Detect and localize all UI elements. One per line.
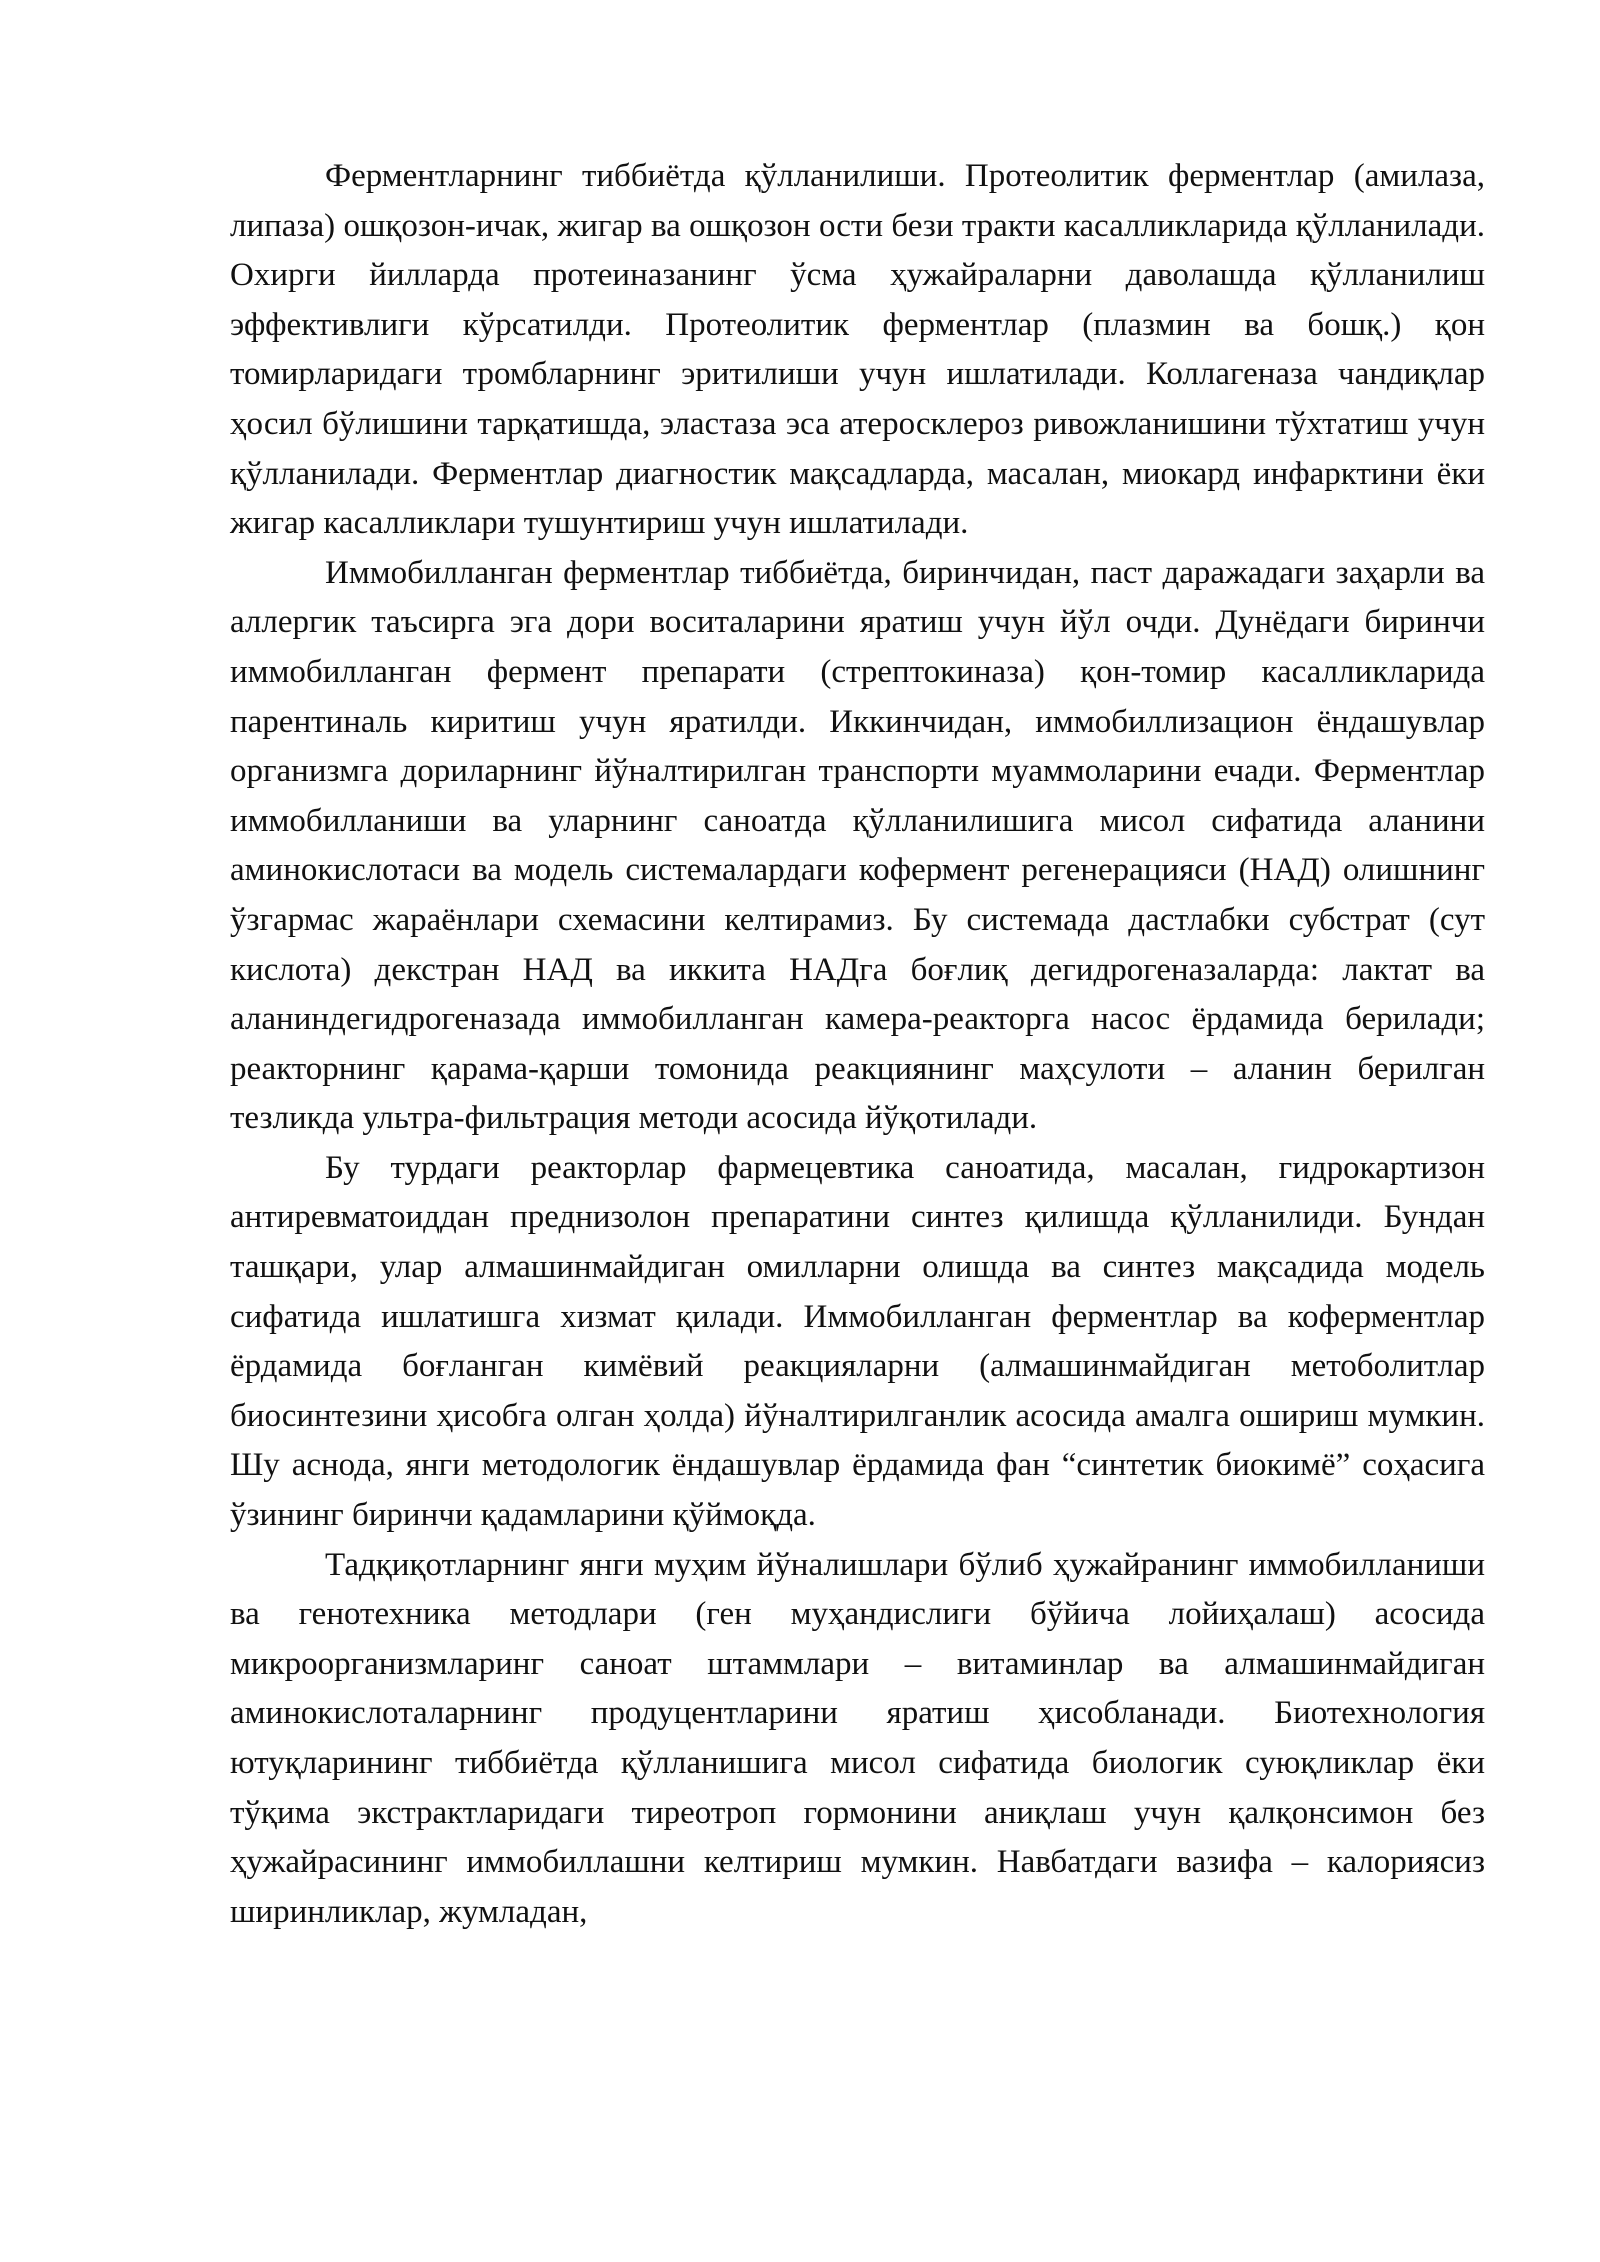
paragraph-1: Ферментларнинг тиббиётда қўлланилиши. Протеолитик ферментлар (амилаза, липаза) ошқозон-ичак, жигар ва ошқозон ости бези тракти касалликларида қўлланилади. Охирги йилларда протеиназанинг ўсма ҳужайраларни даволашда қўлланилиш эффективлиги кўрсатилди. Протеолитик ферментлар (плазмин ва бошқ.) қон томирларидаги тромбларнинг эритилиши учун ишлатилади. Коллагеназа чандиқлар ҳосил бўлишини тарқатишда, эластаза эса атеросклероз ривожланишини тўхтатиш учун қўлланилади. Ферментлар диагностик мақсадларда, масалан, миокард инфарктини ёки жигар касалликлари тушунтириш учун ишлатилади. [230,158,1485,542]
paragraph-4: Тадқиқотларнинг янги муҳим йўналишлари бўлиб ҳужайранинг иммобилланиши ва генотехника методлари (ген муҳандислиги бўйича лойиҳалаш) асосида микроорганизмларинг саноат штаммлари – витаминлар ва алмашинмайдиган аминокислоталарнинг продуцентларини яратиш ҳисобланади. Биотехнология ютуқларининг тиббиётда қўлланишига мисол сифатида биологик суюқликлар ёки тўқима экстрактларидаги тиреотроп гормонини аниқлаш учун қалқонсимон без ҳужайрасининг иммобиллашни келтириш мумкин. Навбатдаги вазифа – калориясиз ширинликлар, жумладан, [230,1546,1485,1930]
paragraph-3: Бу турдаги реакторлар фармецевтика саноатида, масалан, гидрокартизон антиревматоиддан преднизолон препаратини синтез қилишда қўлланилиди. Бундан ташқари, улар алмашинмайдиган омилларни олишда ва синтез мақсадида модель сифатида ишлатишга хизмат қилади. Иммобилланган ферментлар ва коферментлар ёрдамида боғланган кимёвий реакцияларни (алмашинмайдиган метоболитлар биосинтезини ҳисобга олган ҳолда) йўналтирилганлик асосида амалга ошириш мумкин. Шу аснода, янги методологик ёндашувлар ёрдамида фан “синтетик биокимё” соҳасига ўзининг биринчи қадамларини қўймоқда. [230,1149,1485,1534]
document-body [230,152,1485,1937]
paragraph-2: Иммобилланган ферментлар тиббиётда, биринчидан, паст даражадаги заҳарли ва аллергик таъсирга эга дори воситаларини яратиш учун йўл очди. Дунёдаги биринчи иммобилланган фермент препарати (стрептокиназа) қон-томир касалликларида парентиналь киритиш учун яратилди. Иккинчидан, иммобиллизацион ёндашувлар организмга дориларнинг йўналтирилган транспорти муаммоларини ечади. Ферментлар иммобилланиши ва уларнинг саноатда қўлланилишига мисол сифатида аланини аминокислотаси ва модель системалардаги кофермент регенерацияси (НАД) олишнинг ўзгармас жараёнлари схемасини келтирамиз. Бу системада дастлабки субстрат (сут кислота) декстран НАД ва иккита НАДга боғлиқ дегидрогеназаларда: лактат ва аланиндегидрогеназада иммобилланган камера-реакторга насос ёрдамида берилади; реакторнинг қарама-қарши томонида реакциянинг маҳсулоти – аланин берилган тезликда ультра-фильтрация методи асосида йўқотилади. [230,554,1485,1137]
